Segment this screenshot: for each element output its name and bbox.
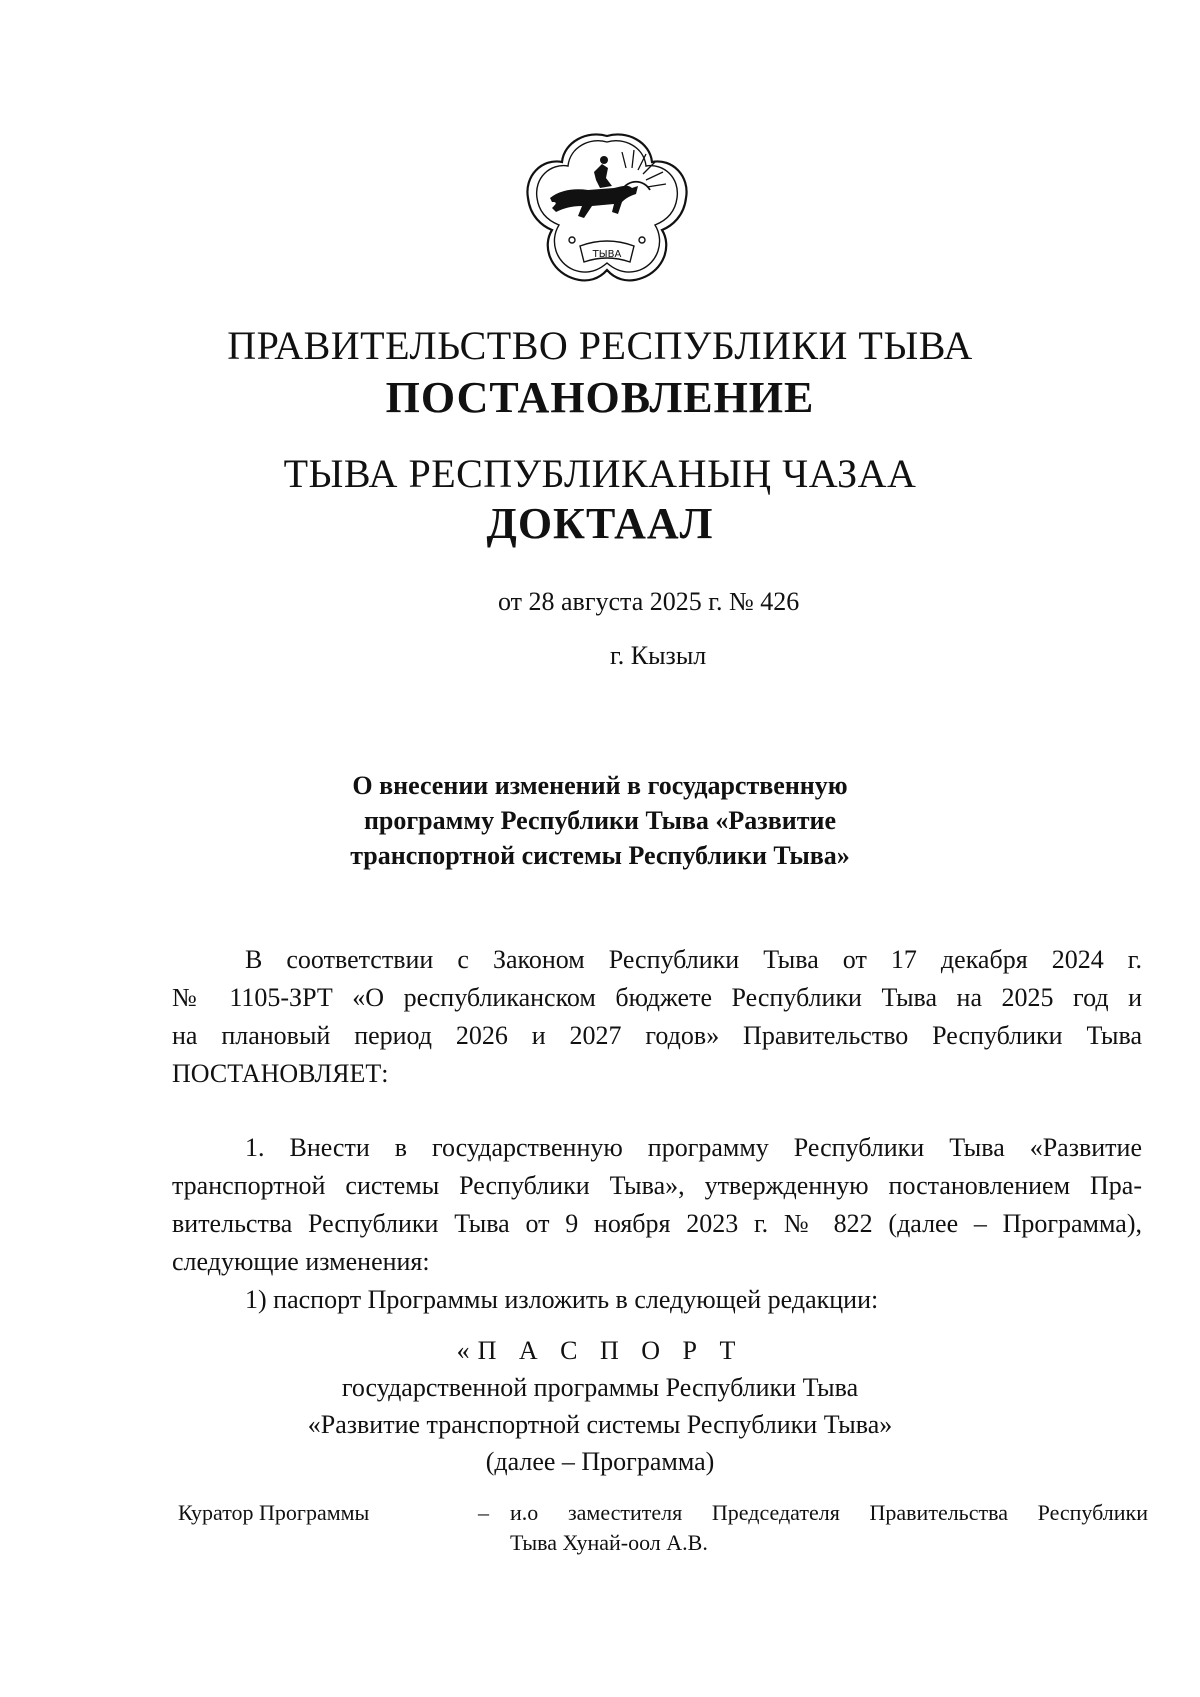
decree-date-number: от 28 августа 2025 г. № 426	[498, 587, 800, 616]
row-value	[510, 1498, 1148, 1558]
subitem1-line: 1) паспорт Программы изложить в следующей редакции:	[245, 1285, 879, 1314]
row-label: Куратор Программы	[178, 1500, 370, 1525]
row-value-line: и.о заместителя Председателя Правительства Республики	[510, 1500, 1148, 1525]
decree-city: г. Кызыл	[610, 641, 707, 670]
subject-line: О внесении изменений в государственную	[352, 771, 848, 800]
item1-line: вительства Республики Тыва от 9 ноября 2023 г. № 822 (далее – Программа),	[172, 1209, 1142, 1238]
preamble-line: на плановый период 2026 и 2027 годов» Правительство Республики Тыва	[172, 1021, 1142, 1050]
subject-line: программу Республики Тыва «Развитие	[363, 806, 837, 835]
item1-line: транспортной системы Республики Тыва», утвержденную постановлением Пра-	[172, 1171, 1142, 1200]
decree-title-tyv: ДОКТААЛ	[486, 499, 714, 548]
subject-line: транспортной системы Республики Тыва»	[350, 841, 850, 870]
preamble-line: ПОСТАНОВЛЯЕТ:	[172, 1059, 389, 1088]
preamble-line: В соответствии с Законом Республики Тыва от 17 декабря 2024 г.	[245, 945, 1142, 974]
passport-subtitle: государственной программы Республики Тыва	[341, 1373, 859, 1402]
passport-heading	[0, 1332, 1200, 1480]
decree-title-ru: ПОСТАНОВЛЕНИЕ	[385, 373, 815, 422]
passport-program-name: «Развитие транспортной системы Республики Тыва»	[307, 1410, 893, 1439]
row-dash: –	[478, 1500, 489, 1525]
tuva-coat-of-arms-icon	[522, 128, 692, 290]
government-title-ru: ПРАВИТЕЛЬСТВО РЕСПУБЛИКИ ТЫВА	[227, 323, 973, 368]
emblem-inscription: ТЫВА	[592, 249, 622, 260]
item1-line: 1. Внести в государственную программу Республики Тыва «Развитие	[245, 1133, 1142, 1162]
item1-line: следующие изменения:	[172, 1247, 430, 1276]
row-value-line: Тыва Хунай-оол А.В.	[510, 1530, 708, 1555]
preamble-line: № 1105-ЗРТ «О республиканском бюджете Республики Тыва на 2025 год и	[172, 983, 1142, 1012]
government-title-tyv: ТЫВА РЕСПУБЛИКАНЫҢ ЧАЗАА	[283, 451, 917, 496]
passport-note: (далее – Программа)	[485, 1447, 715, 1476]
passport-title: «П А С П О Р Т	[456, 1336, 744, 1365]
decree-subject	[0, 768, 1200, 873]
